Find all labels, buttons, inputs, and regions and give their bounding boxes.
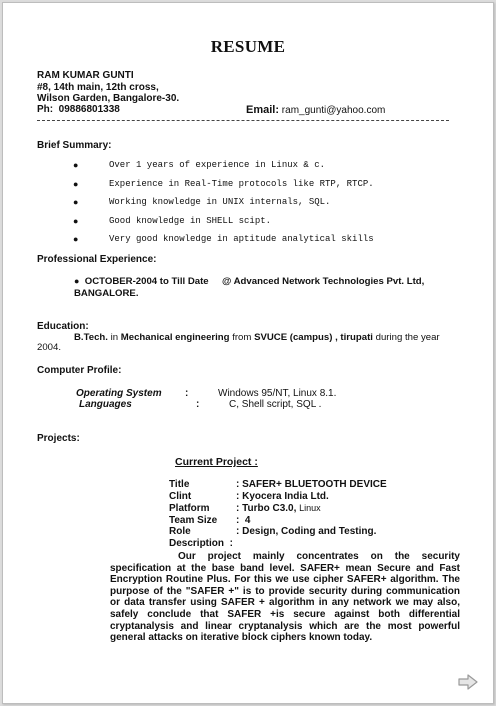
lang-label: Languages: [79, 399, 132, 410]
email-address: ram_gunti@yahoo.com: [281, 105, 386, 116]
page-title: RESUME: [210, 37, 286, 56]
projects-heading: Projects:: [37, 433, 80, 444]
project-team-label: Team Size: [169, 515, 218, 526]
lang-colon: :: [196, 399, 200, 410]
experience-line-1: ● OCTOBER-2004 to Till Date @ Advanced Network Technologies Pvt. Ltd,: [74, 276, 425, 287]
project-title-label: Title: [169, 479, 190, 490]
arrow-right-icon[interactable]: [457, 673, 479, 691]
project-title-value: : SAFER+ BLUETOOTH DEVICE: [236, 479, 387, 490]
os-value: Windows 95/NT, Linux 8.1.: [218, 388, 337, 399]
project-client-label: Clint: [169, 491, 192, 502]
address-line-2: Wilson Garden, Bangalore-30.: [37, 93, 180, 104]
phone-line: [37, 104, 120, 116]
education-line: B.Tech. in Mechanical engineering from SVUCE (campus) , tirupati during the year: [74, 332, 440, 343]
project-description-label: Description :: [169, 538, 233, 549]
os-colon: :: [185, 388, 189, 399]
project-platform-value: : Turbo C3.0, Linux: [236, 503, 321, 514]
project-client-value: : Kyocera India Ltd.: [236, 491, 329, 502]
profile-heading: Computer Profile:: [37, 365, 122, 376]
project-role-label: Role: [169, 526, 191, 537]
experience-line-2: BANGALORE.: [74, 288, 139, 299]
project-description: Our project mainly concentrates on the security specification at the base band level. SAFER+ mean Secure and Fast Encryption Routine Plus. For this we use cipher SAFER+ algorithm. The purpose of the "SAFER +" is to provide security during communication or data transfer using SAFER + algorithm in any network we may also, safely conclude that SAFER +is secure against both differential cryptanalysis and linear cryptanalysis which are the most powerful general attacks on iterative block ciphers known today.: [110, 551, 460, 644]
project-role-value: : Design, Coding and Testing.: [236, 526, 377, 537]
header-divider: [37, 120, 449, 121]
address-line-1: #8, 14th main, 12th cross,: [37, 82, 159, 93]
resume-page: RESUME RAM KUMAR GUNTI #8, 14th main, 12th cross, Wilson Garden, Bangalore-30. Ph: 09886801338 Email: ram_gunti@yahoo.com Brief Summary: ● Over 1 years of experience in Linux & c. ● Experience in Real-Time protocols like RTP, RTCP. ● Working knowledge in UNIX internals, SQL. ● Good knowledge in SHELL scipt. ● Very good knowledge in aptitude analytical skills Professional Experience: ● OCTOBER-2004 to Till Date @ Advanced Network Technologies Pvt. Ltd, BANGALORE. Education: B.Tech. in Mechanical engineering from SVUCE (campus) , tirupati during the year 2004. Computer Profile: Operating System : Windows 95/NT, Linux 8.1. Languages : C, Shell script, SQL . Projects: Current Project : Title : SAFER+ BLUETOOTH DEVICE Clint : Kyocera India Ltd. Platform : Turbo C3.0, Linux Team Size : 4 Role : Design, Coding and Testing. Description : Our project mainly concentrates on the security specification at the base band level. SAFER+ mean Secure and Fast Encryption Routine Plus. For this we use cipher SAFER+ algorithm. The purpose of the "SAFER +" is to provide security during communication or data transfer using SAFER + algorithm in any network we may also, safely conclude that SAFER +is secure against both differential cryptanalysis and linear cryptanalysis which are the most powerful general attacks on iterative block ciphers known today.: [2, 2, 494, 704]
phone-number: 09886801338: [58, 104, 120, 115]
os-label: Operating System: [76, 388, 162, 399]
education-heading: Education:: [37, 321, 89, 332]
current-project-label: Current Project :: [175, 456, 258, 468]
education-year: 2004.: [37, 342, 62, 353]
phone-label: Ph:: [37, 104, 54, 115]
email-line: [246, 104, 385, 117]
project-team-value: : 4: [236, 515, 251, 526]
email-label: Email:: [246, 104, 280, 116]
experience-heading: Professional Experience:: [37, 254, 157, 265]
lang-value: C, Shell script, SQL .: [229, 399, 322, 410]
project-platform-label: Platform: [169, 503, 210, 514]
summary-heading: Brief Summary:: [37, 140, 112, 151]
candidate-name: RAM KUMAR GUNTI: [37, 70, 134, 81]
